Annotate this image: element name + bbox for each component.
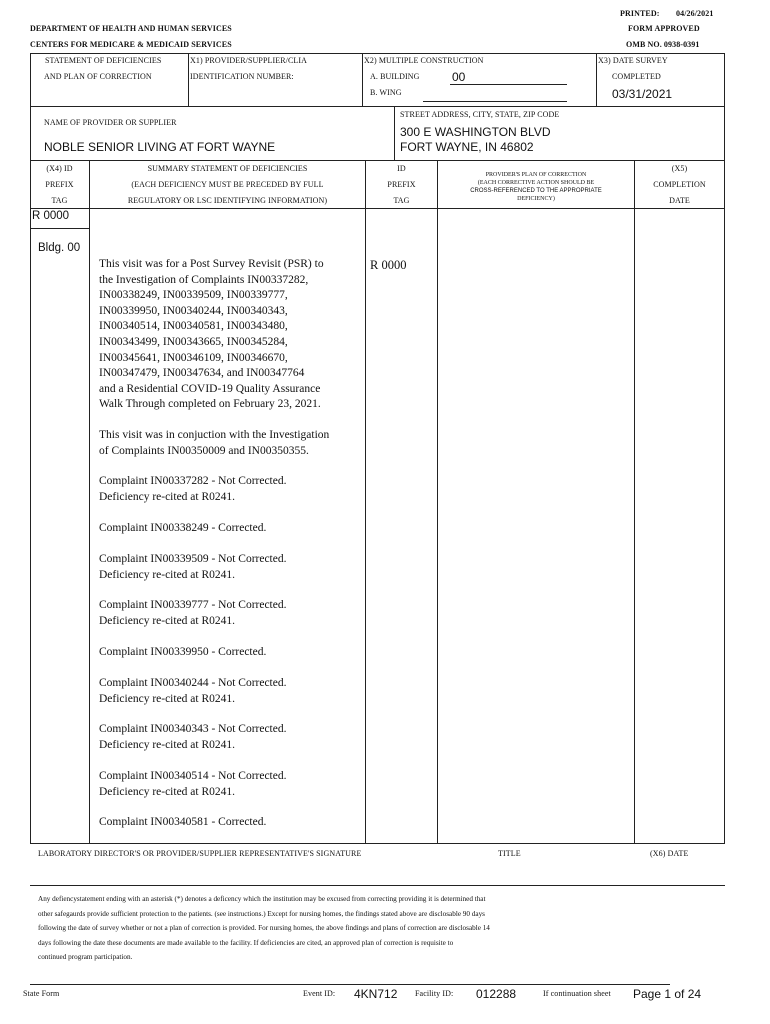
- department-title: DEPARTMENT OF HEALTH AND HUMAN SERVICES: [30, 24, 232, 33]
- rule: [596, 53, 597, 106]
- building-label: A. BUILDING: [370, 72, 420, 81]
- rule: [30, 228, 89, 229]
- x1-label-1: X1) PROVIDER/SUPPLIER/CLIA: [190, 56, 308, 65]
- address-line-1: 300 E WASHINGTON BLVD: [400, 125, 551, 139]
- x1-label-2: IDENTIFICATION NUMBER:: [190, 72, 294, 81]
- summary-paragraph: This visit was in conjuction with the Investigation of Complaints IN00350009 and IN00350355.: [99, 429, 330, 457]
- x2-label: X2) MULTIPLE CONSTRUCTION: [364, 56, 484, 65]
- rule: [423, 101, 567, 102]
- x3-label-1: X3) DATE SURVEY: [598, 56, 668, 65]
- complaint-entry: Complaint IN00337282 - Not Corrected. Deficiency re-cited at R0241.: [99, 475, 287, 503]
- rule: [30, 160, 31, 843]
- summary-header-2: (EACH DEFICIENCY MUST BE PRECEDED BY FULL: [131, 180, 324, 189]
- provider-name: NOBLE SENIOR LIVING AT FORT WAYNE: [44, 140, 276, 154]
- building-tag: Bldg. 00: [38, 242, 81, 254]
- complaint-entry: Complaint IN00340244 - Not Corrected. Deficiency re-cited at R0241.: [99, 677, 287, 705]
- complaint-entry: Complaint IN00339509 - Not Corrected. Deficiency re-cited at R0241.: [99, 553, 287, 581]
- rule: [724, 53, 725, 843]
- provider-name-label: NAME OF PROVIDER OR SUPPLIER: [44, 118, 177, 127]
- plan-header-4: DEFICIENCY): [517, 196, 555, 202]
- printed-label: PRINTED:: [620, 9, 660, 18]
- rule: [30, 53, 31, 160]
- x5-header-2: COMPLETION: [653, 180, 706, 189]
- centers-title: CENTERS FOR MEDICARE & MEDICAID SERVICES: [30, 40, 232, 49]
- rule: [394, 106, 395, 160]
- state-form-label: State Form: [23, 989, 60, 998]
- statement-label-1: STATEMENT OF DEFICIENCIES: [45, 56, 162, 65]
- x5-header-3: DATE: [669, 196, 690, 205]
- rule: [362, 53, 363, 106]
- rule: [30, 160, 725, 161]
- summary-header-3: REGULATORY OR LSC IDENTIFYING INFORMATION): [127, 196, 328, 205]
- facility-id-label: Facility ID:: [415, 989, 454, 998]
- x4-header-2: PREFIX: [45, 180, 74, 189]
- event-id-label: Event ID:: [303, 989, 336, 998]
- summary-header-1: SUMMARY STATEMENT OF DEFICIENCIES: [147, 164, 308, 173]
- signature-date-label: (X6) DATE: [650, 849, 689, 858]
- left-tag: R 0000: [32, 210, 70, 222]
- address-line-2: FORT WAYNE, IN 46802: [400, 140, 534, 154]
- rule: [365, 160, 366, 843]
- complaint-entry: Complaint IN00340581 - Corrected.: [99, 816, 267, 828]
- complaint-entry: Complaint IN00340343 - Not Corrected. Deficiency re-cited at R0241.: [99, 723, 287, 751]
- x5-header-1: (X5): [671, 164, 688, 173]
- disclaimer-text: Any defiencystatement ending with an asterisk (*) denotes a deficency which the institution may be excused from correcting providing it is determined that other safegaurds provide sufficient protection to the patients. (see instructions.) Except for nursing homes, the findings stated above are disclosable 90 days following the date of survey whether or not a plan of correction is provided. For nursing homes, the above findings and plans of correction are disclosable 14 days following the date these documents are made available to the facility. If deficiencies are cited, an approved plan of correction is requisite to continued program participation.: [38, 895, 490, 962]
- x4-header-3: TAG: [51, 196, 68, 205]
- rule: [30, 885, 725, 886]
- complaint-entry: Complaint IN00339950 - Corrected.: [99, 646, 267, 658]
- form-approved: FORM APPROVED: [628, 24, 700, 33]
- survey-date: 03/31/2021: [612, 87, 673, 101]
- rule: [30, 984, 670, 985]
- rule: [30, 53, 725, 54]
- rule: [30, 843, 725, 844]
- complaint-entry: Complaint IN00339777 - Not Corrected. Deficiency re-cited at R0241.: [99, 599, 287, 627]
- x3-label-2: COMPLETED: [612, 72, 661, 81]
- rule: [30, 106, 725, 107]
- rule: [188, 53, 189, 106]
- page-number: Page 1 of 24: [633, 987, 702, 1001]
- rule: [437, 160, 438, 843]
- signature-label: LABORATORY DIRECTOR'S OR PROVIDER/SUPPLIER REPRESENTATIVE'S SIGNATURE: [38, 849, 362, 858]
- printed-date: 04/26/2021: [676, 9, 714, 18]
- statement-label-2: AND PLAN OF CORRECTION: [44, 72, 152, 81]
- id-header-1: ID: [397, 164, 406, 173]
- plan-header-3: CROSS-REFERENCED TO THE APPROPRIATE: [470, 188, 602, 194]
- plan-header-2: (EACH CORRECTIVE ACTION SHOULD BE: [477, 180, 595, 186]
- rule: [30, 208, 725, 209]
- building-value: 00: [452, 70, 466, 84]
- rule: [450, 84, 567, 85]
- wing-label: B. WING: [370, 88, 402, 97]
- rule: [89, 160, 90, 843]
- event-id-value: 4KN712: [354, 987, 398, 1001]
- summary-paragraph: This visit was for a Post Survey Revisit (PSR) to the Investigation of Complaints IN00337282, IN00338249, IN00339509, IN00339777, IN00339950, IN00340244, IN00340343, IN00340514, IN00340581, IN00343480, IN00343499, IN00343665, IN00345284, IN00345641, IN00346109, IN00346670, IN00347479, IN00347634, and IN00347764 and a Residential COVID-19 Quality Assurance Walk Through completed on February 23, 2021.: [99, 258, 324, 411]
- complaint-entry: Complaint IN00338249 - Corrected.: [99, 522, 267, 534]
- title-label: TITLE: [498, 849, 521, 858]
- continuation-label: If continuation sheet: [543, 989, 611, 998]
- id-prefix-tag: R 0000: [370, 258, 407, 272]
- plan-header-1: PROVIDER'S PLAN OF CORRECTION: [485, 172, 587, 178]
- complaint-entry: Complaint IN00340514 - Not Corrected. Deficiency re-cited at R0241.: [99, 770, 287, 798]
- id-header-2: PREFIX: [387, 180, 416, 189]
- address-label: STREET ADDRESS, CITY, STATE, ZIP CODE: [400, 110, 560, 119]
- omb-number: OMB NO. 0938-0391: [626, 40, 700, 49]
- facility-id-value: 012288: [476, 987, 517, 1001]
- id-header-3: TAG: [393, 196, 410, 205]
- rule: [634, 160, 635, 843]
- x4-header-1: (X4) ID: [46, 164, 73, 173]
